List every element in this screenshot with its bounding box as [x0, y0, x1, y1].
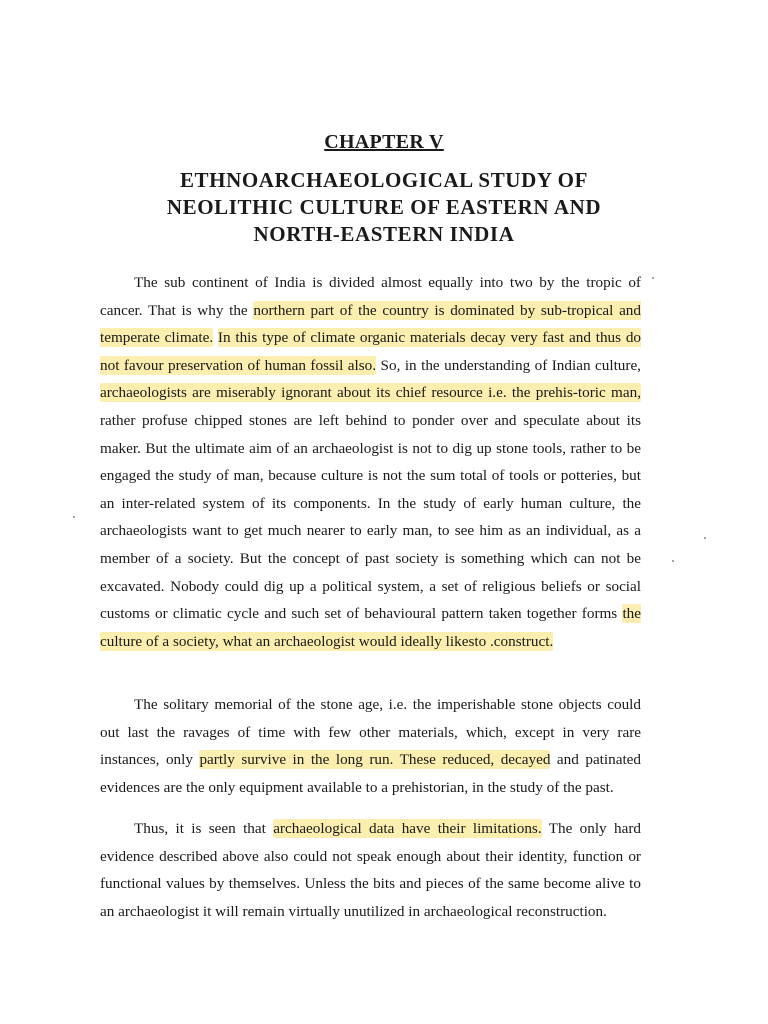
text-span: Thus, it is seen that — [134, 820, 274, 837]
text-span: The only hard evidence described above also could not speak enough about their identity, function or functional values by themselves. Unless the bits and pieces of the same become alive to an archaeologist it will remain virtually unutilized in archaeological reconstruction. — [100, 820, 641, 920]
highlighted-text: the culture of a society, what an archaeologist would ideally likesto .construct. — [100, 605, 641, 650]
scan-speck — [652, 277, 654, 279]
highlighted-text: archaeological data have their limitations. — [273, 820, 542, 837]
text-span: and patinated evidences are the only equipment available to a prehistorian, in the study of the past. — [100, 751, 642, 796]
text-span: rather profuse chipped stones are left behind to ponder over and speculate about its maker. But the ultimate aim of an archaeologist is not to dig up stone tools, rather to be engaged the study of man, because culture is not the sum total of tools or potteries, but an inter-related system of its components. In the study of early human culture, the archaeologists want to get much nearer to early man, to see him as an individual, as a member of a society. But the concept of past society is something which can not be excavated. Nobody could dig up a political system, a set of religious beliefs or social customs or climatic cycle and such set of behavioural pattern taken together forms — [100, 411, 641, 623]
highlighted-text: In this type of climate organic materials decay very fast and thus do not favour preservation of human fossil also. — [100, 329, 642, 374]
highlighted-text: partly survive in the long run. These reduced, decayed — [199, 751, 551, 769]
paragraph-2 — [100, 691, 641, 801]
title-line-1: ETHNOARCHAEOLOGICAL STUDY OF — [179, 168, 589, 192]
highlighted-text: northern part of the country is dominated by sub-tropical and temperate climate. — [100, 301, 641, 347]
highlighted-text: archaeologists are miserably ignorant about its chief resource i.e. the prehis-toric man, — [100, 384, 641, 402]
chapter-title — [110, 167, 658, 248]
paragraph-3 — [100, 815, 641, 925]
chapter-label: CHAPTER V — [324, 131, 444, 153]
title-line-2: NEOLITHIC CULTURE OF EASTERN AND — [166, 195, 602, 219]
scan-speck — [704, 537, 706, 539]
paragraph-1 — [100, 269, 641, 655]
title-line-3: NORTH-EASTERN INDIA — [253, 222, 515, 246]
text-span: So, in the understanding of Indian culture, — [376, 356, 641, 374]
text-span: The solitary memorial of the stone age, i.e. the imperishable stone objects could out last the ravages of time with few other materials, which, except in very rare instances, only — [100, 696, 641, 769]
scan-speck — [672, 560, 674, 562]
scan-speck — [73, 516, 75, 518]
text-span: The sub continent of India is divided almost equally into two by the tropic of cancer. That is why the — [100, 274, 641, 319]
